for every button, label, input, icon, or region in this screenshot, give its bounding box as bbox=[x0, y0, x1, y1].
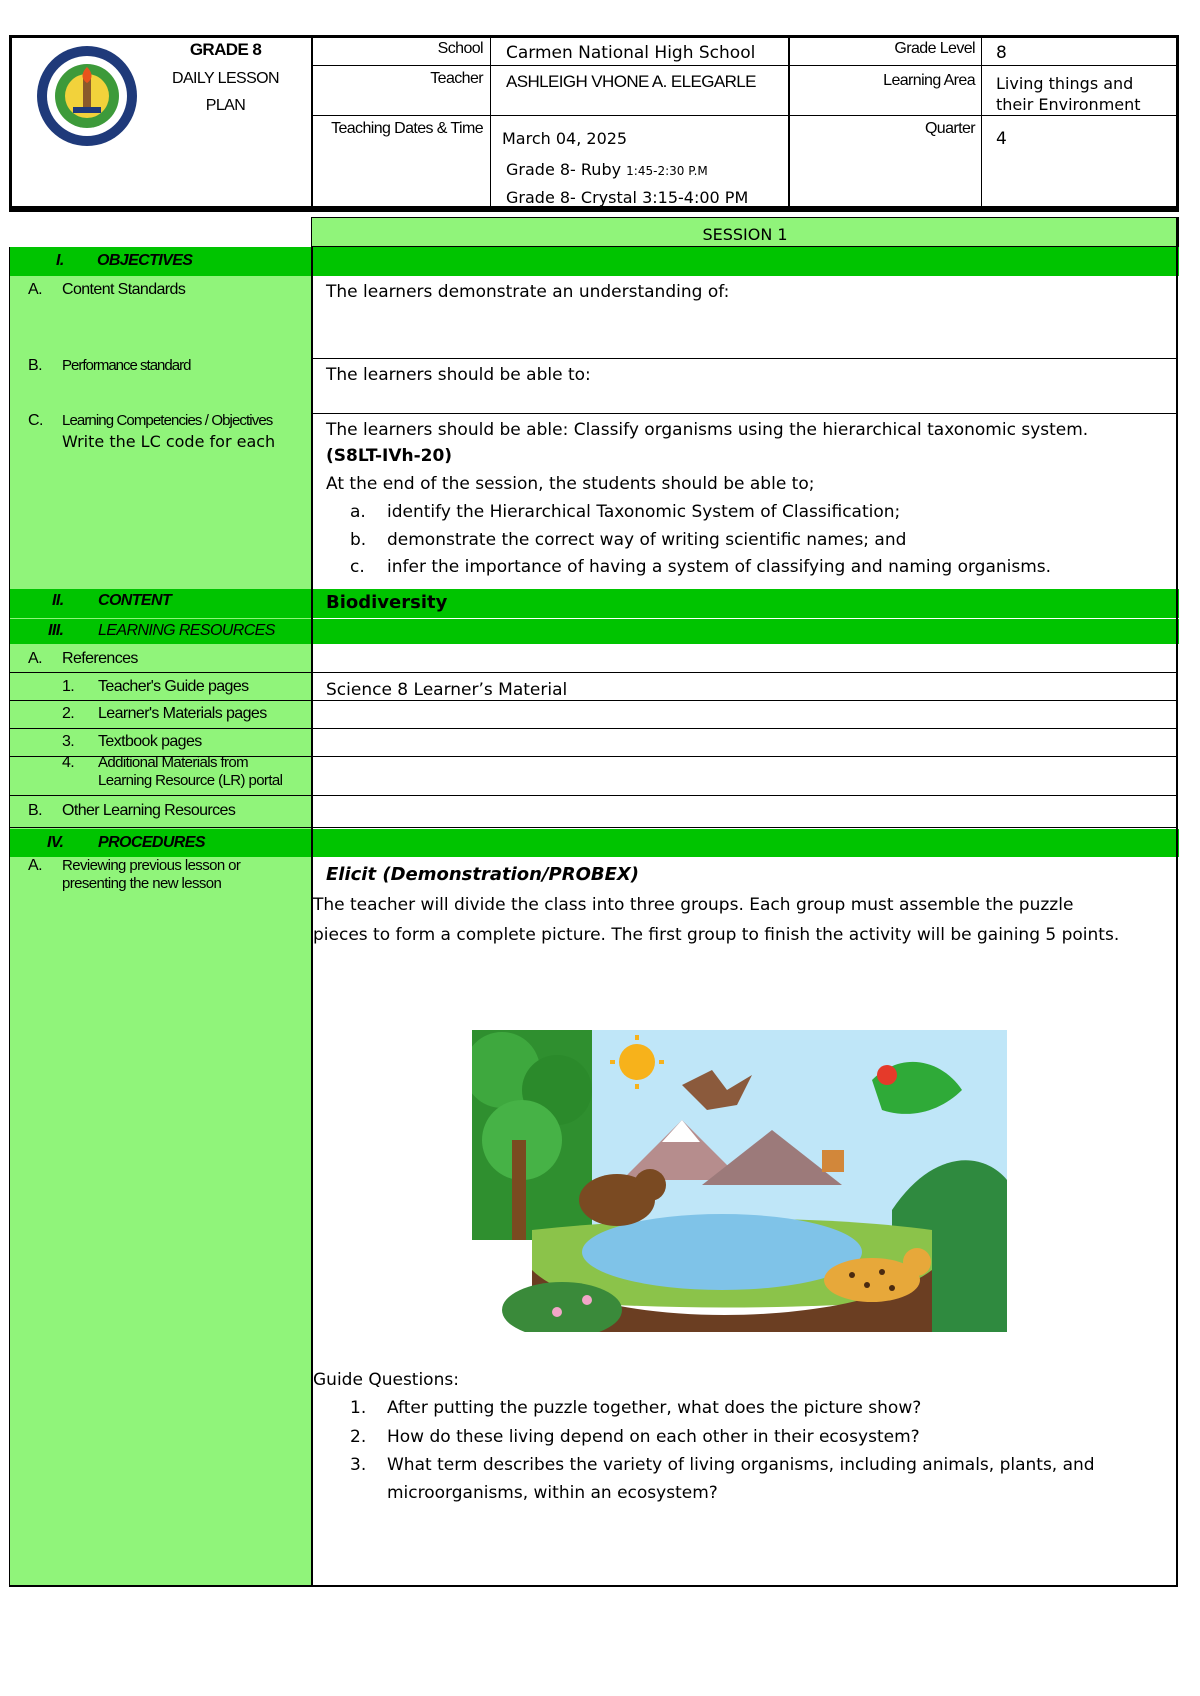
school-logo bbox=[35, 43, 140, 149]
lm-num: 2. bbox=[62, 705, 75, 722]
grade-level-label: Grade Level bbox=[894, 40, 975, 57]
grade-level-value: 8 bbox=[996, 43, 1007, 63]
quarter-label: Quarter bbox=[924, 120, 975, 137]
school-value: Carmen National High School bbox=[506, 43, 756, 63]
objectives-heading: OBJECTIVES bbox=[97, 252, 193, 269]
session-label: SESSION 1 bbox=[702, 225, 788, 244]
learning-area-line1: Living things and bbox=[996, 74, 1134, 93]
resources-heading: LEARNING RESOURCES bbox=[98, 622, 275, 639]
lc-item-b-mark: b. bbox=[350, 530, 367, 550]
lc-item-a-mark: a. bbox=[350, 502, 366, 522]
time-ruby-main: Grade 8- Ruby bbox=[506, 160, 622, 179]
elicit-para-line2: pieces to form a complete picture. The first group to finish the activity will be gaining 5 points. bbox=[313, 925, 1120, 945]
time-ruby bbox=[506, 160, 708, 179]
dates-label: Teaching Dates & Time bbox=[331, 120, 483, 137]
question-2: How do these living depend on each other in their ecosystem? bbox=[387, 1427, 920, 1447]
question-3-line1: What term describes the variety of living organisms, including animals, plants, and bbox=[387, 1455, 1095, 1475]
question-1-num: 1. bbox=[350, 1398, 367, 1418]
perf-std-value: The learners should be able to: bbox=[326, 365, 591, 385]
lc-label: Learning Competencies / Objectives bbox=[62, 412, 273, 429]
proc-a-num: A. bbox=[28, 857, 42, 874]
procedures-heading: PROCEDURES bbox=[98, 834, 205, 851]
teacher-value: ASHLEIGH VHONE A. ELEGARLE bbox=[506, 72, 756, 91]
content-value: Biodiversity bbox=[326, 592, 448, 613]
lc-line1: The learners should be able: Classify organisms using the hierarchical taxonomic system. bbox=[326, 420, 1089, 440]
learning-area-label: Learning Area bbox=[883, 72, 975, 89]
content-heading: CONTENT bbox=[98, 592, 172, 609]
lc-num: C. bbox=[28, 412, 43, 429]
lc-item-a: identify the Hierarchical Taxonomic System of Classification; bbox=[387, 502, 901, 522]
elicit-title: Elicit (Demonstration/PROBEX) bbox=[326, 864, 640, 885]
tb-num: 3. bbox=[62, 733, 75, 750]
content-heading-row bbox=[9, 589, 1179, 618]
time-ruby-small: 1:45-2:30 P.M bbox=[626, 164, 708, 178]
question-2-num: 2. bbox=[350, 1427, 367, 1447]
am-num: 4. bbox=[62, 754, 75, 771]
content-std-label: Content Standards bbox=[62, 281, 186, 298]
procedures-heading-num: IV. bbox=[47, 834, 64, 851]
objectives-heading-num: I. bbox=[56, 252, 64, 269]
lc-sub: Write the LC code for each bbox=[62, 432, 276, 451]
tb-label: Textbook pages bbox=[98, 733, 202, 750]
content-std-num: A. bbox=[28, 281, 42, 298]
school-label: School bbox=[437, 40, 483, 57]
perf-std-label: Performance standard bbox=[62, 357, 191, 374]
lc-code: (S8LT-IVh-20) bbox=[326, 446, 453, 466]
tg-num: 1. bbox=[62, 678, 75, 695]
lc-item-c-mark: c. bbox=[350, 557, 365, 577]
plan-title-line3: PLAN bbox=[205, 97, 246, 114]
content-std-value: The learners demonstrate an understanding of: bbox=[326, 282, 730, 302]
lc-item-b: demonstrate the correct way of writing scientific names; and bbox=[387, 530, 907, 550]
references-label: References bbox=[62, 650, 138, 667]
guide-title: Guide Questions: bbox=[313, 1370, 459, 1390]
ecosystem-puzzle-image bbox=[472, 1030, 1007, 1332]
teacher-label: Teacher bbox=[430, 70, 483, 87]
proc-a-line1: Reviewing previous lesson or bbox=[62, 857, 241, 874]
resources-heading-num: III. bbox=[48, 622, 64, 639]
tg-value: Science 8 Learner’s Material bbox=[326, 680, 568, 700]
plan-title-line1: GRADE 8 bbox=[189, 40, 262, 59]
question-3-line2: microorganisms, within an ecosystem? bbox=[387, 1483, 718, 1503]
other-label: Other Learning Resources bbox=[62, 802, 236, 819]
plan-title-line2: DAILY LESSON bbox=[172, 70, 279, 87]
elicit-para-line1: The teacher will divide the class into three groups. Each group must assemble the puzzle bbox=[313, 895, 1074, 915]
am-line2: Learning Resource (LR) portal bbox=[98, 772, 283, 789]
quarter-value: 4 bbox=[996, 129, 1007, 149]
lm-label: Learner's Materials pages bbox=[98, 705, 267, 722]
proc-a-line2: presenting the new lesson bbox=[62, 875, 222, 892]
lc-item-c: infer the importance of having a system of classifying and naming organisms. bbox=[387, 557, 1052, 577]
date-value: March 04, 2025 bbox=[502, 129, 628, 148]
other-num: B. bbox=[28, 802, 42, 819]
lc-line3: At the end of the session, the students should be able to; bbox=[326, 474, 815, 494]
tg-label: Teacher's Guide pages bbox=[98, 678, 249, 695]
am-line1: Additional Materials from bbox=[98, 754, 249, 771]
question-3-num: 3. bbox=[350, 1455, 367, 1475]
time-crystal: Grade 8- Crystal 3:15-4:00 PM bbox=[506, 188, 749, 207]
question-1: After putting the puzzle together, what does the picture show? bbox=[387, 1398, 922, 1418]
references-num: A. bbox=[28, 650, 42, 667]
learning-area-line2: their Environment bbox=[996, 95, 1141, 114]
content-heading-num: II. bbox=[52, 592, 64, 609]
perf-std-num: B. bbox=[28, 357, 42, 374]
